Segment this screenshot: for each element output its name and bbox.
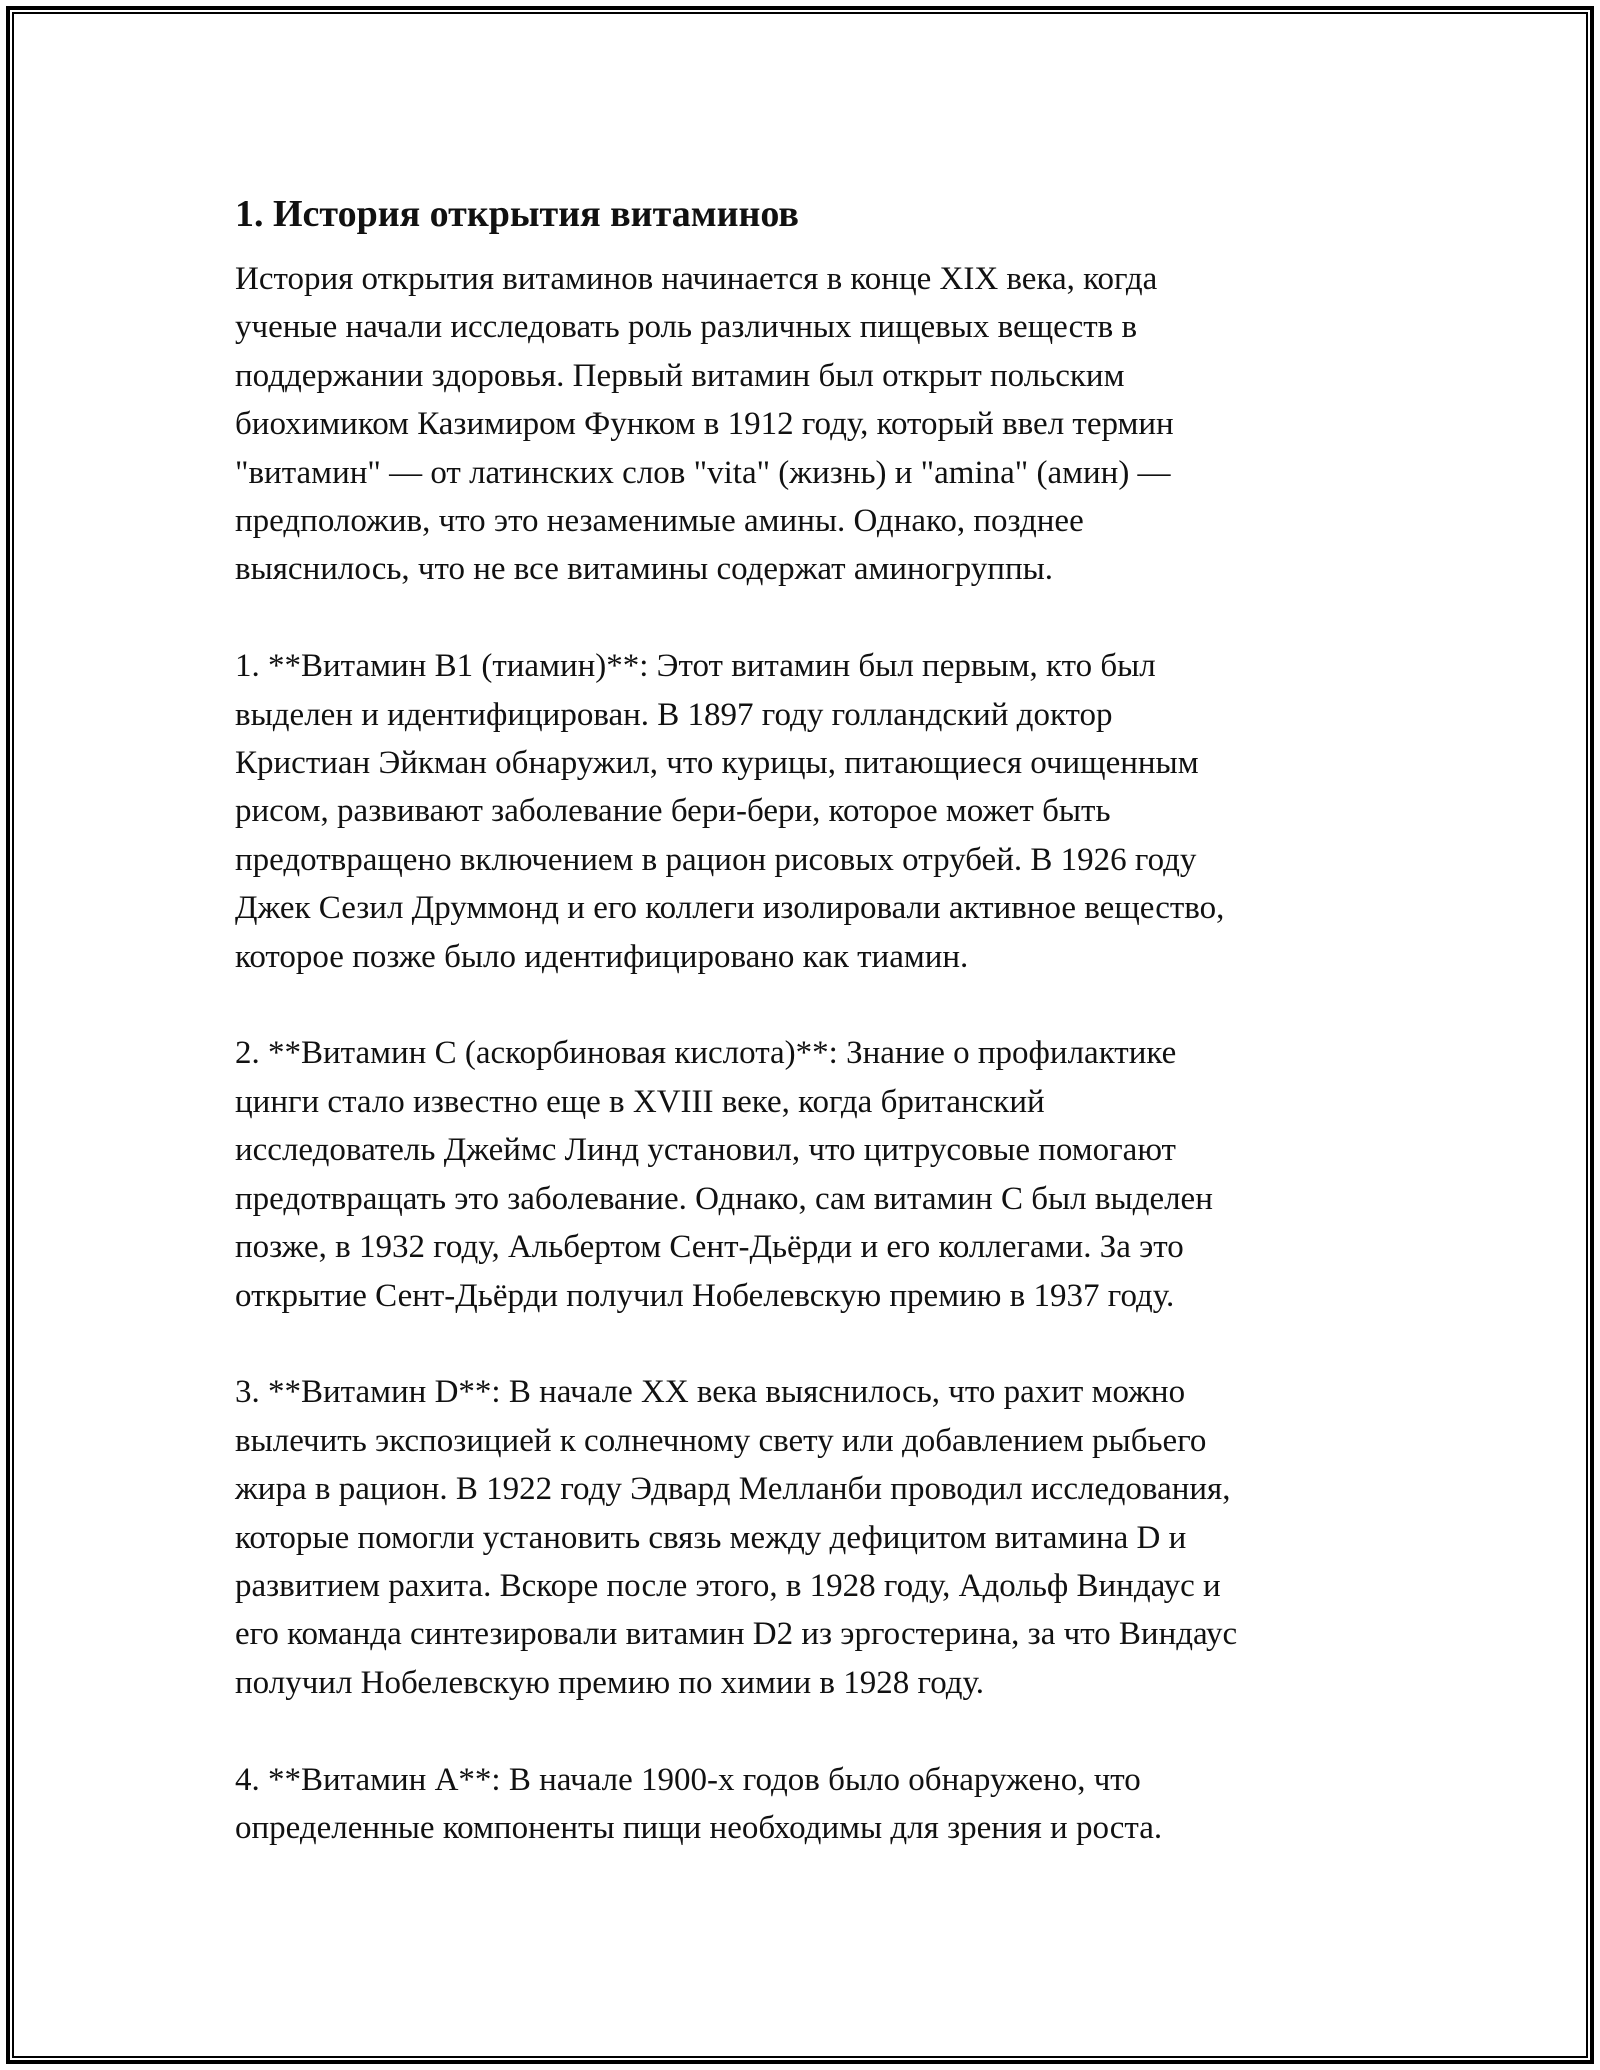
vitamin-d-paragraph: 3. **Витамин D**: В начале XX века выяснилось, что рахит можно вылечить экспозицией к солнечному свету или добавлением рыбьего жира в рацион. В 1922 году Эдвард Мелланби проводил исследования, которые помогли установить связь между дефицитом витамина D и развитием рахита. Вскоре после этого, в 1928 году, Адольф Виндаус и его команда синтезировали витамин D2 из эргостерина, за что Виндаус получил Нобелевскую премию по химии в 1928 году.: [235, 1374, 1238, 1701]
paragraph-spacer: [235, 981, 1365, 1029]
document-body: [235, 185, 1365, 1852]
paragraph-spacer: [235, 1707, 1365, 1755]
vitamin-c-paragraph: 2. **Витамин C (аскорбиновая кислота)**: Знание о профилактике цинги стало известно еще в XVIII веке, когда британский исследователь Джеймс Линд установил, что цитрусовые помогают предотвращать это заболевание. Однако, сам витамин C был выделен позже, в 1932 году, Альбертом Сент-Дьёрди и его коллегами. За это открытие Сент-Дьёрди получил Нобелевскую премию в 1937 году.: [235, 1035, 1213, 1314]
vitamin-a-paragraph: 4. **Витамин A**: В начале 1900-х годов было обнаружено, что определенные компоненты пищи необходимы для зрения и роста.: [235, 1761, 1163, 1846]
vitamin-b1-paragraph: 1. **Витамин B1 (тиамин)**: Этот витамин был первым, кто был выделен и идентифицирован. В 1897 году голландский доктор Кристиан Эйкман обнаружил, что курицы, питающиеся очищенным рисом, развивают заболевание бери-бери, которое может быть предотвращено включением в рацион рисовых отрубей. В 1926 году Джек Сезил Друммонд и его коллеги изолировали активное вещество, которое позже было идентифицировано как тиамин.: [235, 648, 1225, 975]
paragraph-spacer: [235, 594, 1365, 642]
paragraph-spacer: [235, 1320, 1365, 1368]
section-heading: 1. История открытия витаминов: [235, 193, 799, 235]
intro-paragraph: История открытия витаминов начинается в конце XIX века, когда ученые начали исследовать роль различных пищевых веществ в поддержании здоровья. Первый витамин был открыт польским биохимиком Казимиром Функом в 1912 году, который ввел термин "витамин" — от латинских слов "vita" (жизнь) и "amina" (амин) — предположив, что это незаменимые амины. Однако, позднее выяснилось, что не все витамины содержат аминогруппы.: [235, 261, 1174, 588]
